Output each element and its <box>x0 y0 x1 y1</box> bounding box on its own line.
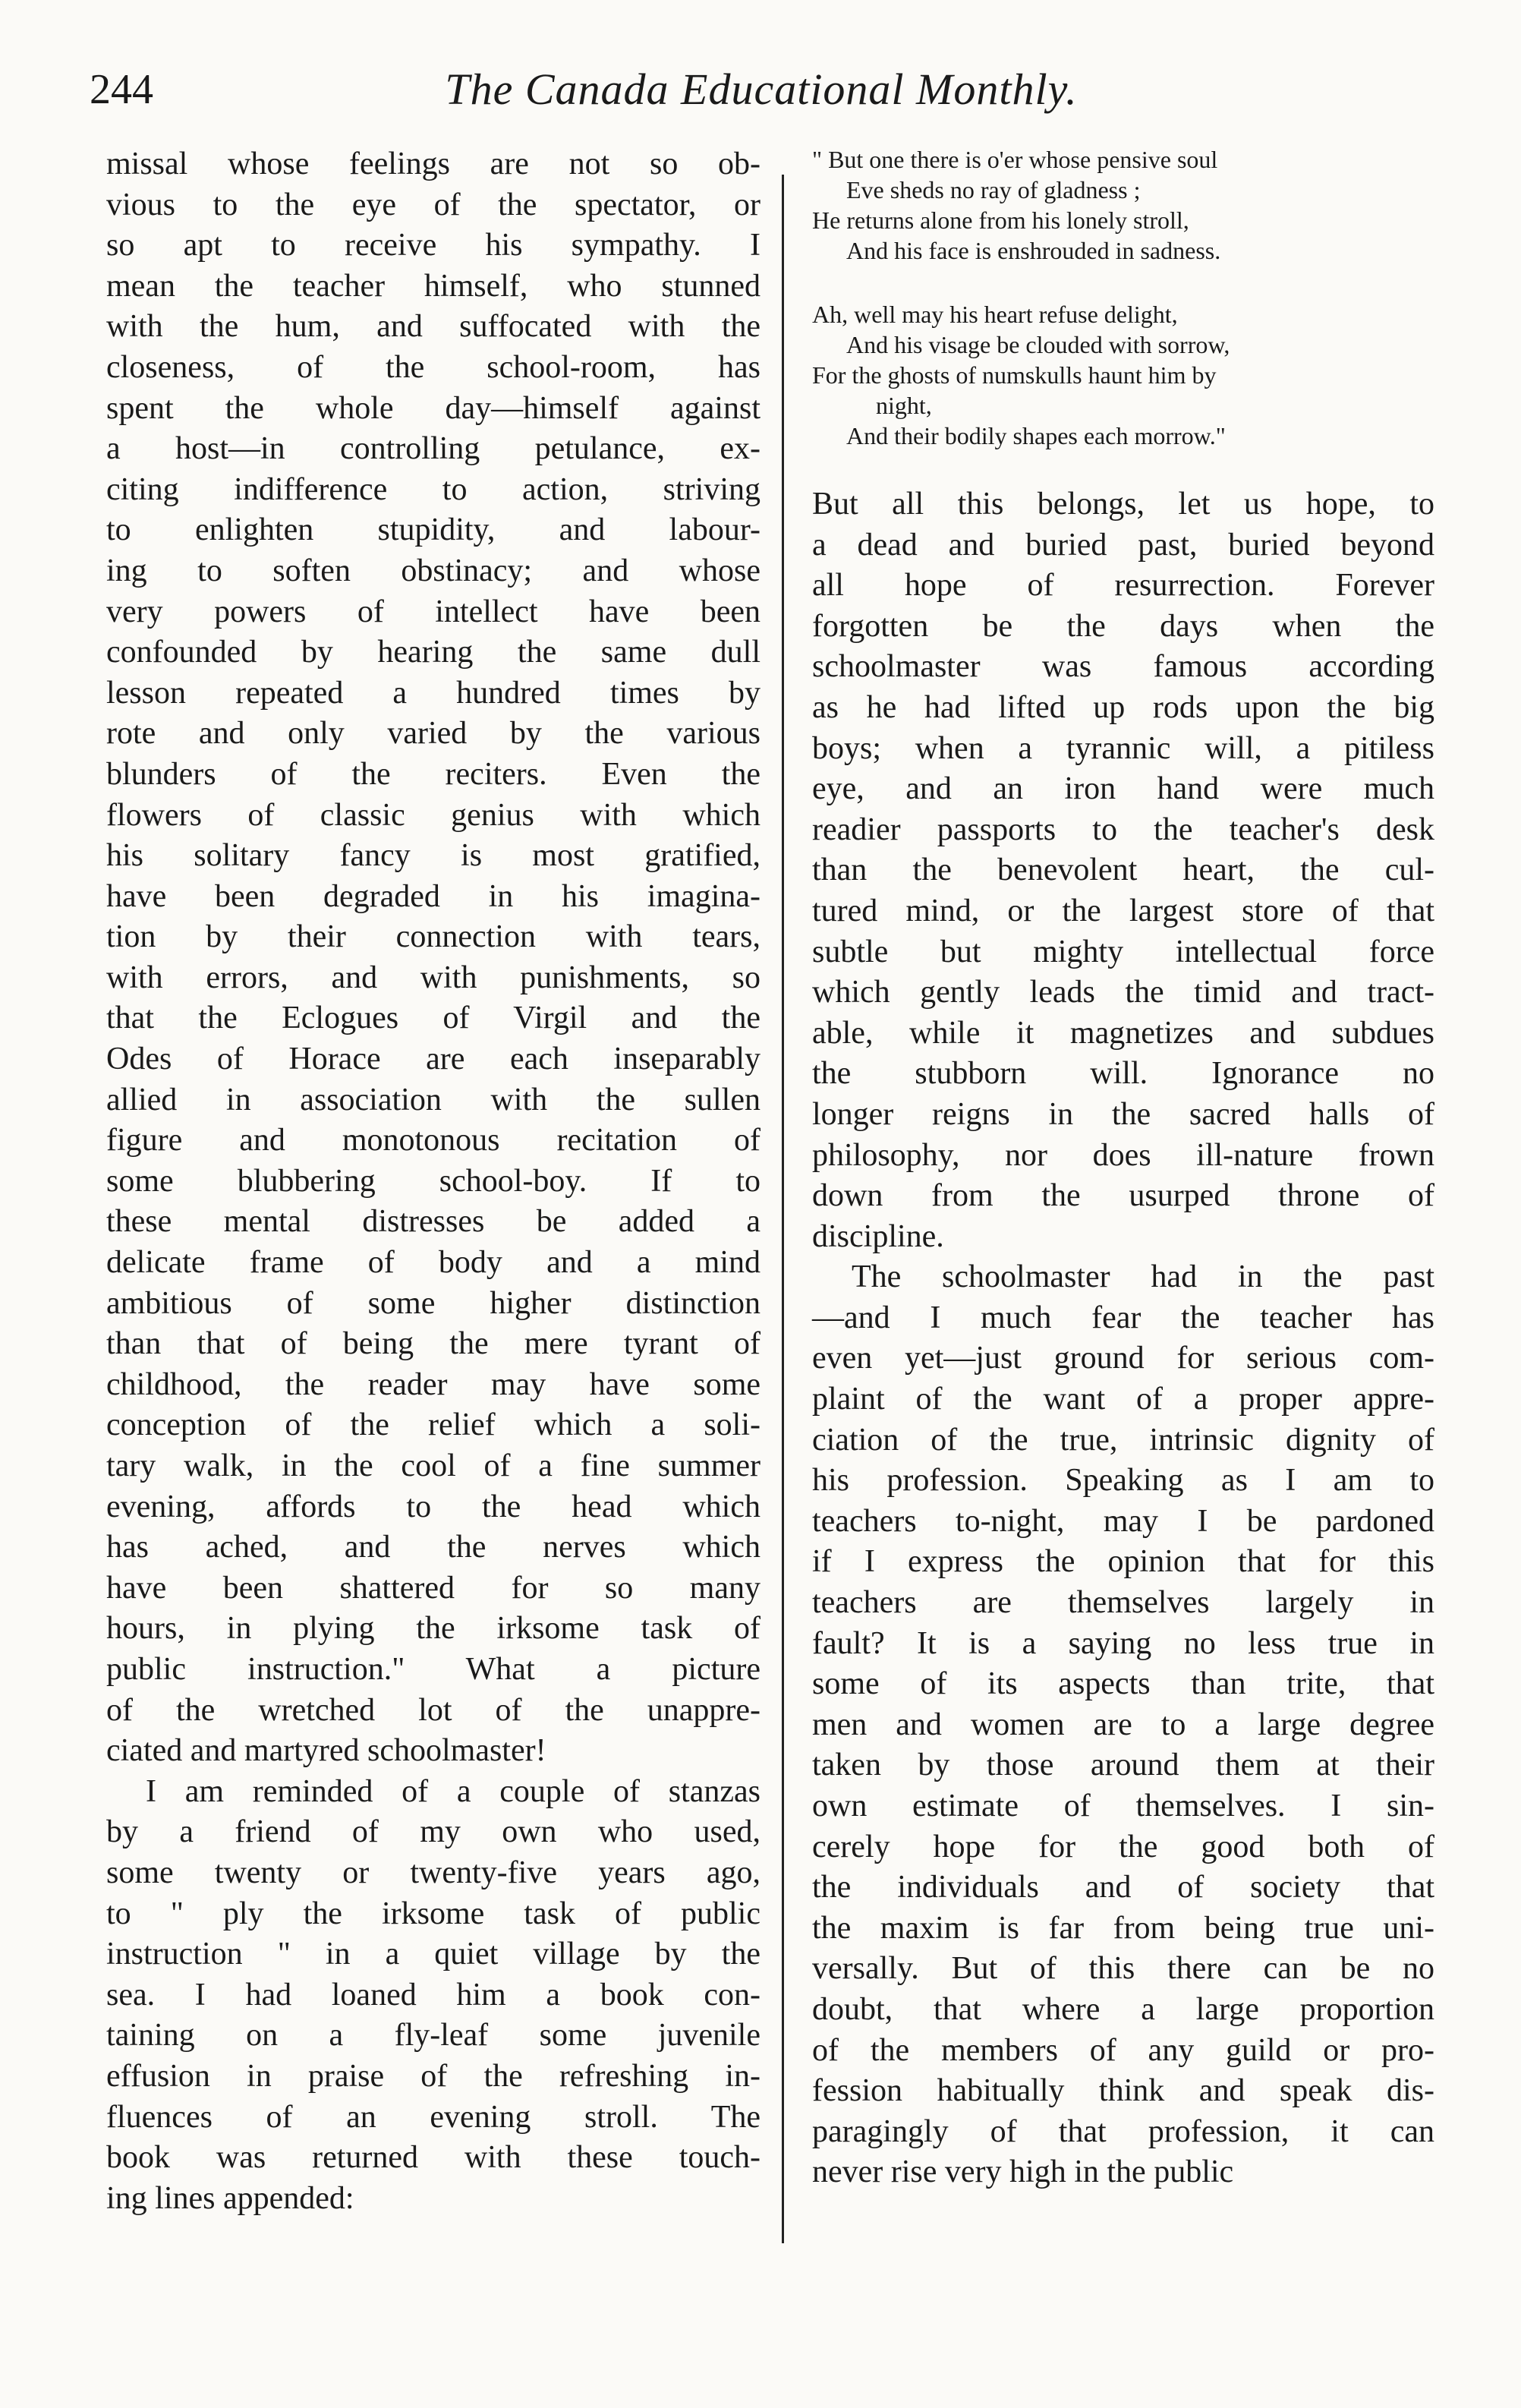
text-line: taining on a fly-leaf some juvenile <box>106 2018 760 2053</box>
text-line: of the members of any guild or pro- <box>812 2032 1434 2068</box>
text-line: teachers to-night, may I be pardoned <box>812 1503 1434 1539</box>
text-line: tary walk, in the cool of a fine summer <box>106 1448 760 1483</box>
text-line: ambitious of some higher distinction <box>106 1285 760 1321</box>
text-line: some of its aspects than trite, that <box>812 1666 1434 1702</box>
text-line: discipline. <box>812 1218 944 1254</box>
text-line: longer reigns in the sacred halls of <box>812 1096 1434 1132</box>
text-line: schoolmaster was famous according <box>812 649 1434 685</box>
poem-stanza <box>812 144 1434 266</box>
text-line: flowers of classic genius with which <box>106 797 760 833</box>
text-line: so apt to receive his sympathy. I <box>106 228 760 263</box>
text-line: cerely hope for the good both of <box>812 1829 1434 1864</box>
page-number: 244 <box>90 66 153 113</box>
text-line: ing lines appended: <box>106 2180 354 2216</box>
text-line: teachers are themselves largely in <box>812 1585 1434 1621</box>
text-line: lesson repeated a hundred times by <box>106 675 760 711</box>
text-line: Odes of Horace are each inseparably <box>106 1042 760 1077</box>
text-line: spent the whole day—himself against <box>106 390 760 426</box>
text-line: forgotten be the days when the <box>812 608 1434 644</box>
text-line: have been degraded in his imagina- <box>106 878 760 914</box>
text-line: public instruction." What a picture <box>106 1651 760 1687</box>
text-line: his solitary fancy is most gratified, <box>106 838 760 874</box>
poem-line: And their bodily shapes each morrow." <box>846 422 1226 449</box>
text-line: a host—in controlling petulance, ex- <box>106 431 760 467</box>
text-line: as he had lifted up rods upon the big <box>812 689 1434 725</box>
text-line: confounded by hearing the same dull <box>106 635 760 670</box>
text-line: have been shattered for so many <box>106 1570 760 1606</box>
text-line: plaint of the want of a proper appre- <box>812 1382 1434 1417</box>
text-line: the maxim is far from being true uni- <box>812 1910 1434 1946</box>
text-line: to " ply the irksome task of public <box>106 1896 760 1931</box>
text-line: these mental distresses be added a <box>106 1204 760 1240</box>
text-line: delicate frame of body and a mind <box>106 1245 760 1281</box>
paragraph <box>812 484 1434 1257</box>
text-line: —and I much fear the teacher has <box>812 1300 1434 1335</box>
text-line: has ached, and the nerves which <box>106 1530 760 1565</box>
text-line: missal whose feelings are not so ob- <box>106 147 760 181</box>
text-line: book was returned with these touch- <box>106 2140 760 2176</box>
text-line: vious to the eye of the spectator, or <box>106 187 760 222</box>
text-line: philosophy, nor does ill-nature frown <box>812 1137 1434 1173</box>
text-line: mean the teacher himself, who stunned <box>106 268 760 304</box>
poem-line: " But one there is o'er whose pensive soul <box>812 146 1218 173</box>
text-line: by a friend of my own who used, <box>106 1814 760 1850</box>
text-line: with errors, and with punishments, so <box>106 960 760 995</box>
text-line: fluences of an evening stroll. The <box>106 2099 760 2135</box>
text-line: some twenty or twenty-five years ago, <box>106 1855 760 1890</box>
text-line: I am reminded of a couple of stanzas <box>146 1773 760 1809</box>
text-line: the individuals and of society that <box>812 1870 1434 1905</box>
left-column <box>106 144 760 2219</box>
text-line: childhood, the reader may have some <box>106 1366 760 1402</box>
right-column <box>812 144 1434 2193</box>
text-line: ing to soften obstinacy; and whose <box>106 553 760 588</box>
poem-line: Eve sheds no ray of gladness ; <box>846 176 1141 203</box>
text-line: to enlighten stupidity, and labour- <box>106 512 760 548</box>
text-line: versally. But of this there can be no <box>812 1951 1434 1987</box>
text-line: men and women are to a large degree <box>812 1707 1434 1742</box>
text-line: tured mind, or the largest store of that <box>812 893 1434 928</box>
text-line: hours, in plying the irksome task of <box>106 1611 760 1647</box>
paragraph <box>106 1772 760 2220</box>
text-line: very powers of intellect have been <box>106 594 760 629</box>
poem-line: Ah, well may his heart refuse delight, <box>812 301 1178 328</box>
text-line: never rise very high in the public <box>812 2154 1234 2190</box>
text-line: that the Eclogues of Virgil and the <box>106 1001 760 1036</box>
text-line: than that of being the mere tyrant of <box>106 1326 760 1362</box>
text-line: readier passports to the teacher's desk <box>812 812 1434 847</box>
poem-stanza <box>812 299 1434 451</box>
text-line: a dead and buried past, buried beyond <box>812 527 1434 563</box>
poem-line: And his face is enshrouded in sadness. <box>846 237 1221 264</box>
text-line: down from the usurped throne of <box>812 1178 1434 1214</box>
text-line: tion by their connection with tears, <box>106 919 760 955</box>
text-line: boys; when a tyrannic will, a pitiless <box>812 730 1434 766</box>
text-line: doubt, that where a large proportion <box>812 1991 1434 2027</box>
text-line: allied in association with the sullen <box>106 1082 760 1117</box>
text-line: his profession. Speaking as I am to <box>812 1463 1434 1499</box>
text-line: subtle but mighty intellectual force <box>812 934 1434 969</box>
text-line: which gently leads the timid and tract- <box>812 975 1434 1010</box>
poem-line: night, <box>876 392 932 419</box>
text-line: with the hum, and suffocated with the <box>106 309 760 345</box>
text-line: eye, and an iron hand were much <box>812 771 1434 807</box>
text-line: blunders of the reciters. Even the <box>106 756 760 792</box>
text-line: evening, affords to the head which <box>106 1489 760 1524</box>
text-line: than the benevolent heart, the cul- <box>812 853 1434 888</box>
text-line: all hope of resurrection. Forever <box>812 568 1434 604</box>
text-line: ciation of the true, intrinsic dignity of <box>812 1422 1434 1458</box>
text-line: citing indifference to action, striving <box>106 471 760 507</box>
text-line: able, while it magnetizes and subdues <box>812 1015 1434 1051</box>
text-line: fession habitually think and speak dis- <box>812 2073 1434 2109</box>
text-line: if I express the opinion that for this <box>812 1544 1434 1580</box>
text-line: own estimate of themselves. I sin- <box>812 1789 1434 1823</box>
text-line: fault? It is a saying no less true in <box>812 1625 1434 1661</box>
text-line: effusion in praise of the refreshing in- <box>106 2058 760 2094</box>
paragraph <box>812 1257 1434 2193</box>
poem-line: For the ghosts of numskulls haunt him by <box>812 361 1217 389</box>
column-divider <box>782 175 784 2243</box>
text-line: figure and monotonous recitation of <box>106 1123 760 1158</box>
page-header <box>90 59 1433 128</box>
text-line: rote and only varied by the various <box>106 716 760 752</box>
poem-line: He returns alone from his lonely stroll, <box>812 206 1189 234</box>
text-line: paragingly of that profession, it can <box>812 2113 1434 2149</box>
text-line: ciated and martyred schoolmaster! <box>106 1733 546 1769</box>
text-line: closeness, of the school-room, has <box>106 349 760 385</box>
text-line: The schoolmaster had in the past <box>852 1259 1434 1295</box>
running-title: The Canada Educational Monthly. <box>445 65 1078 114</box>
text-line: taken by those around them at their <box>812 1748 1434 1783</box>
text-line: of the wretched lot of the unappre- <box>106 1692 760 1728</box>
text-line: some blubbering school-boy. If to <box>106 1163 760 1199</box>
text-line: sea. I had loaned him a book con- <box>106 1977 760 2012</box>
text-line: conception of the relief which a soli- <box>106 1407 760 1443</box>
text-line: the stubborn will. Ignorance no <box>812 1056 1434 1092</box>
poem <box>812 144 1434 451</box>
text-line: instruction " in a quiet village by the <box>106 1937 760 1972</box>
paragraph <box>106 144 760 1772</box>
text-line: But all this belongs, let us hope, to <box>812 487 1434 522</box>
text-line: even yet—just ground for serious com- <box>812 1341 1434 1376</box>
poem-line: And his visage be clouded with sorrow, <box>846 331 1230 358</box>
